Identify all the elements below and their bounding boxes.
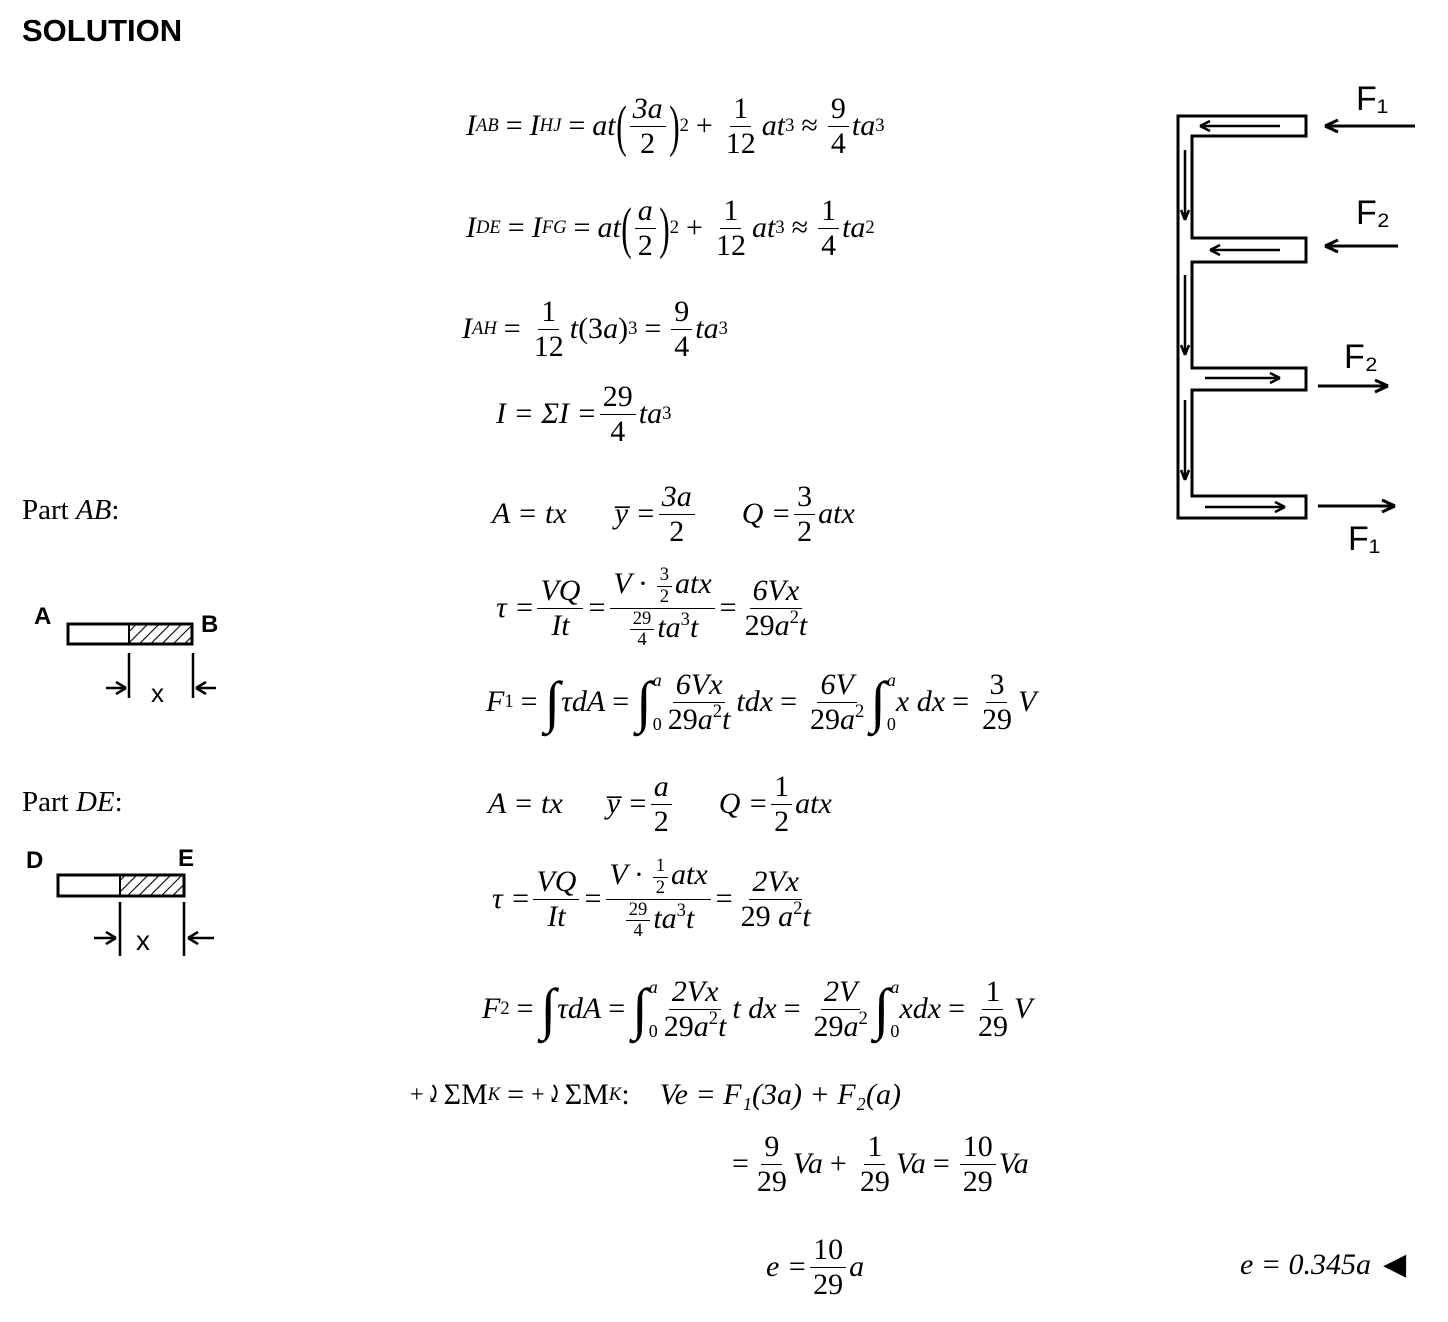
eq-de-properties: A = tx y̅ = $\frac{a}{2}$ Q = $\frac{1}{2}$ atx	[488, 770, 832, 838]
eq-ab-tau: τ = $\frac{VQ}{It}$ = V · $\frac{3}{2}$ atx $\frac{29}{4}$ $ta^3t$ = $\frac{6Vx}{29a^2t}$	[496, 564, 808, 651]
eq-f2: F 2 = ∫ τdA = ∫ a 0 $\frac{2Vx}{29a^2t}$ t dx = $\frac{2V}{29a^2}$ ∫ a 0 xdx = $\frac{1}{29}$ V	[482, 975, 1033, 1043]
eq-i-ah: I AH = $\frac{1}{12}$ t (3 a ) 3 = $\frac{9}{4}$ ta 3	[462, 295, 728, 363]
dim-x: x	[151, 678, 164, 708]
part-ab-label: Part AB:	[22, 494, 120, 526]
eq-de-tau: τ = $\frac{VQ}{It}$ = V · $\frac{1}{2}$ atx $\frac{29}{4}$ $ta^3t$ = $\frac{2Vx}{29 a^2t}$	[492, 855, 811, 942]
eq-moment-sum: = $\frac{9}{29}$ Va + $\frac{1}{29}$ Va = $\frac{10}{29}$ Va	[732, 1130, 1029, 1198]
flange-ab-sketch	[26, 598, 236, 710]
eq-moment: +⤸ ΣM K = +⤸ ΣM K : Ve = F₁(3a) + F₂(a)	[410, 1078, 901, 1111]
force-f2: F₂	[1356, 194, 1390, 232]
label-e: E	[178, 845, 195, 872]
force-f1-bottom: F₁	[1348, 520, 1381, 558]
eq-i-ab: I AB = I HJ = at ( $\frac{3a}{2}$ ) 2 + $\frac{1}{12}$ at 3 ≈ $\frac{9}{4}$ ta 3	[466, 92, 885, 160]
force-f2-right: F₂	[1344, 338, 1378, 376]
final-answer: e = 0.345a ◀	[1240, 1248, 1407, 1281]
eq-f1: F 1 = ∫ τdA = ∫ a 0 $\frac{6Vx}{29a^2t}$ tdx = $\frac{6V}{29a^2}$ ∫ a 0 x dx = $\frac{3}{29}$ V	[486, 668, 1037, 736]
label-a: A	[34, 603, 52, 630]
solution-heading: SOLUTION	[22, 13, 183, 48]
force-f1-top: F₁	[1356, 80, 1389, 118]
eq-i-de: I DE = I FG = at ( $\frac{a}{2}$ ) 2 + $\frac{1}{12}$ at 3 ≈ $\frac{1}{4}$ ta 2	[466, 194, 875, 262]
eq-e: e = $\frac{10}{29}$ a	[766, 1233, 865, 1301]
label-b: B	[201, 611, 219, 638]
flange-de-sketch	[22, 842, 232, 960]
dim-x: x	[136, 925, 150, 956]
eq-i-total: I = ΣI = $\frac{29}{4}$ ta 3	[496, 380, 672, 448]
eq-ab-properties: A = tx y̅ = $\frac{3a}{2}$ Q = $\frac{3}{2}$ atx	[492, 480, 855, 548]
e-section-flow-sketch	[1160, 80, 1430, 560]
label-d: D	[26, 847, 44, 874]
part-de-label: Part DE:	[22, 786, 123, 818]
answer-pointer-icon: ◀	[1383, 1248, 1407, 1281]
